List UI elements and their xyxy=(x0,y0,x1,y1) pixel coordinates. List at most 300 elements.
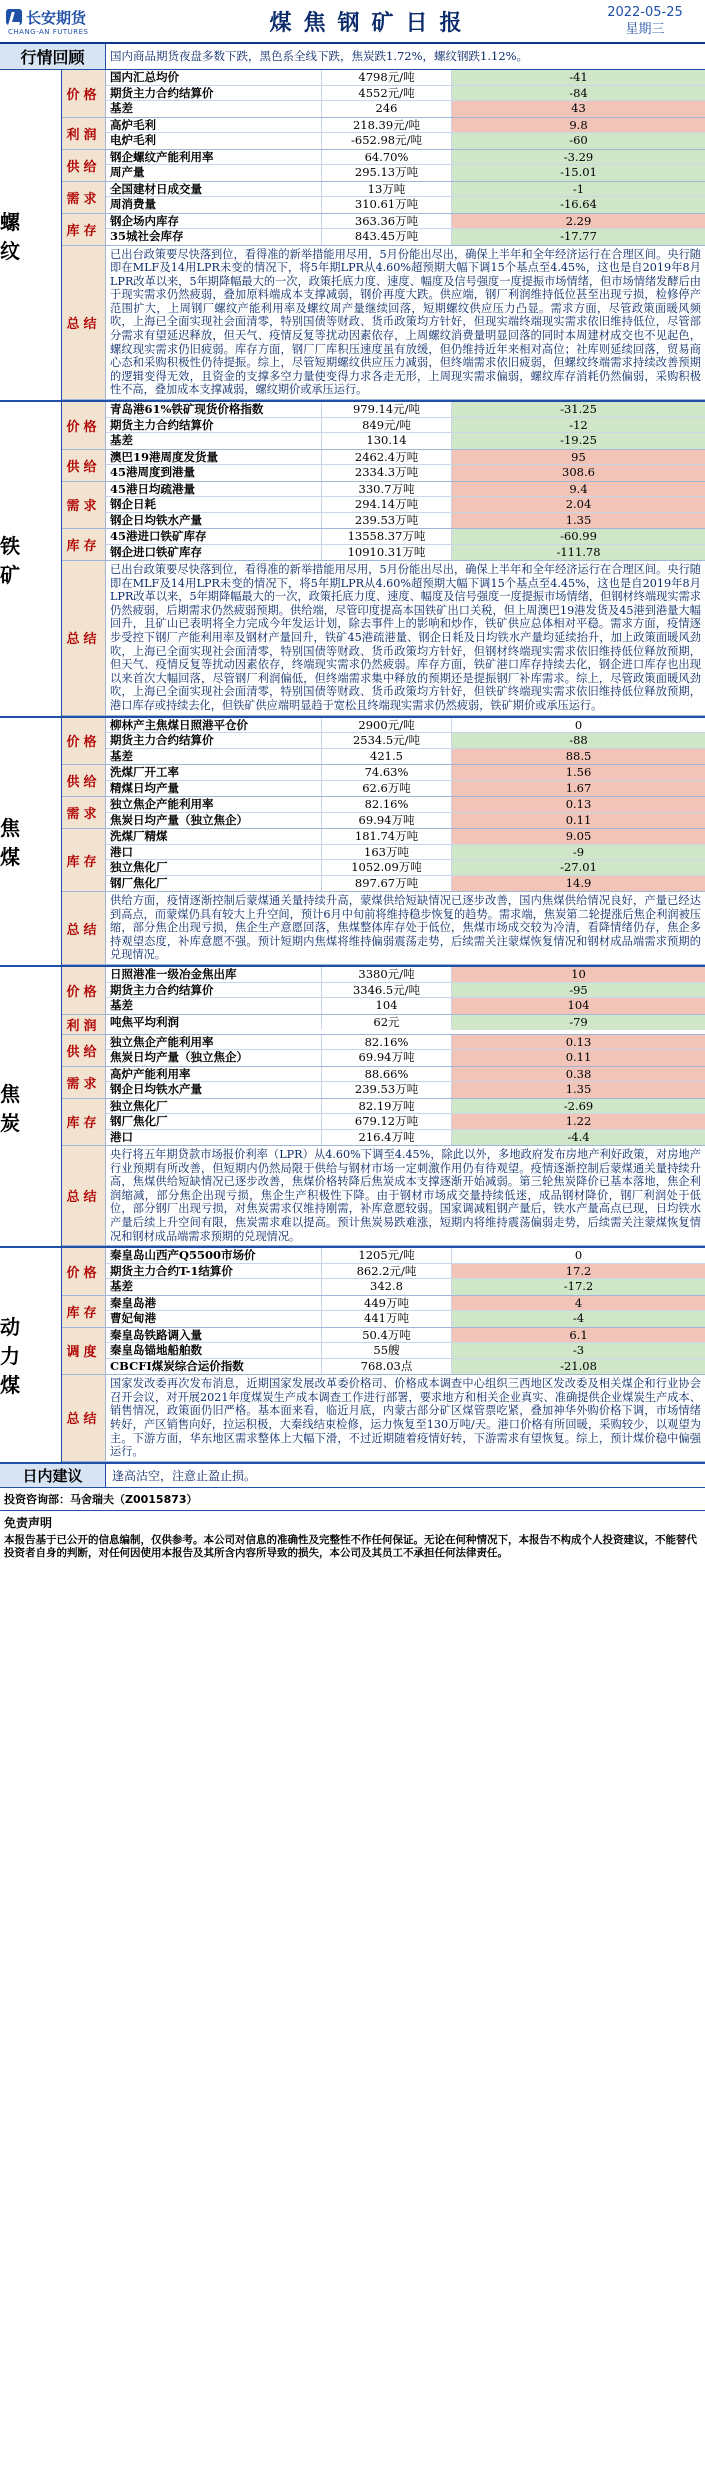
indicator-value: 55艘 xyxy=(322,1343,452,1358)
indicator-change: 104 xyxy=(452,998,705,1014)
commodity-section xyxy=(0,718,705,967)
disclaimer xyxy=(0,1511,705,1566)
indicator-change: 43 xyxy=(452,101,705,117)
indicator-group xyxy=(62,718,705,766)
indicator-name: 钢企场内库存 xyxy=(106,214,322,229)
table-row xyxy=(106,197,705,213)
disclaimer-text: 本报告基于已公开的信息编制，仅供参考。本公司对信息的准确性及完整性不作任何保证。无论在何种情况下，本报告不构成个人投资建议，不能替代投资者自身的判断，对任何因使用本报告及其所含内容所导致的损失，本公司及其员工不承担任何法律责任。 xyxy=(4,1533,697,1559)
indicator-change: -111.78 xyxy=(452,545,705,561)
indicator-rows xyxy=(106,214,705,245)
indicator-group xyxy=(62,1296,705,1328)
indicator-rows xyxy=(106,402,705,449)
indicator-group-label: 需求 xyxy=(62,1067,106,1098)
indicator-rows xyxy=(106,797,705,828)
table-row xyxy=(106,1343,705,1359)
indicator-change: -12 xyxy=(452,418,705,433)
indicator-name: 45港日均疏港量 xyxy=(106,482,322,497)
indicator-value: 74.63% xyxy=(322,765,452,780)
indicator-value: 1205元/吨 xyxy=(322,1248,452,1263)
indicator-change: 1.35 xyxy=(452,1082,705,1098)
indicator-value: 421.5 xyxy=(322,749,452,765)
indicator-change: -9 xyxy=(452,845,705,860)
indicator-group-label: 供给 xyxy=(62,450,106,481)
indicator-rows xyxy=(106,529,705,560)
indicator-name: 澳巴19港周度发货量 xyxy=(106,450,322,465)
indicator-name: 基差 xyxy=(106,998,322,1014)
indicator-rows xyxy=(106,150,705,181)
table-row xyxy=(106,765,705,781)
indicator-value: 768.03点 xyxy=(322,1359,452,1375)
indicator-value: 2534.5元/吨 xyxy=(322,733,452,748)
table-row xyxy=(106,497,705,513)
summary-block xyxy=(62,246,705,401)
indicator-value: 330.7万吨 xyxy=(322,482,452,497)
indicator-group-label: 调度 xyxy=(62,1328,106,1375)
indicator-name: 钢企进口铁矿库存 xyxy=(106,545,322,561)
indicator-change: 9.8 xyxy=(452,118,705,133)
indicator-group xyxy=(62,1035,705,1067)
indicator-name: 基差 xyxy=(106,1279,322,1295)
indicator-change: 2.04 xyxy=(452,497,705,512)
commodity-body xyxy=(62,967,705,1246)
table-row xyxy=(106,1130,705,1146)
indicator-name: 独立焦化厂 xyxy=(106,1099,322,1114)
table-row xyxy=(106,118,705,134)
indicator-rows xyxy=(106,1248,705,1295)
indicator-value: 843.45万吨 xyxy=(322,229,452,245)
table-row xyxy=(106,733,705,749)
logo-cn-text: 长安期货 xyxy=(26,8,87,27)
logo-mark-icon xyxy=(6,9,22,25)
indicator-change: 1.56 xyxy=(452,765,705,780)
indicator-group-label: 价格 xyxy=(62,1248,106,1295)
indicator-group-label: 供给 xyxy=(62,150,106,181)
indicator-name: 国内汇总均价 xyxy=(106,70,322,85)
indicator-name: 独立焦企产能利用率 xyxy=(106,1035,322,1050)
table-row xyxy=(106,1082,705,1098)
indicator-name: 焦炭日均产量（独立焦企） xyxy=(106,813,322,829)
table-row xyxy=(106,1067,705,1083)
indicator-name: 独立焦企产能利用率 xyxy=(106,797,322,812)
report-title: 煤焦钢矿日报 xyxy=(269,10,474,36)
market-review-text: 国内商品期货夜盘多数下跌，黑色系全线下跌，焦炭跌1.72%，螺纹钢跌1.12%。 xyxy=(110,49,529,63)
table-row xyxy=(106,797,705,813)
indicator-value: 679.12万吨 xyxy=(322,1114,452,1129)
table-row xyxy=(106,998,705,1014)
indicator-value: 62元 xyxy=(322,1015,452,1031)
indicator-group-label: 库存 xyxy=(62,829,106,891)
report-date-box xyxy=(585,4,705,38)
indicator-name: 钢厂焦化厂 xyxy=(106,876,322,892)
indicator-rows xyxy=(106,118,705,149)
indicator-name: 吨焦平均利润 xyxy=(106,1015,322,1031)
table-row xyxy=(106,165,705,181)
table-row xyxy=(106,70,705,86)
indicator-value: 897.67万吨 xyxy=(322,876,452,892)
indicator-name: CBCFI煤炭综合运价指数 xyxy=(106,1359,322,1375)
summary-text: 已出台政策要尽快落到位，看得准的新举措能用尽用，5月份能出尽出，确保上半年和全年经济运行在合理区间。央行随即在MLF及14用LPR未变的情况下，将5年期LPR从4.60%超预期大幅下调15个基点至4.45%，这也是自2019年8月LPR改革以来，5年期降幅最大的一次，政策托底力度、速度、幅度及信号强度一度提振市场情绪，但钢材终端现实需求仍然疲弱，后期需求仍然疲弱预期。供给端，尽管印度提高本国铁矿出口关税，但上周澳巴19港发货及45港到港量大幅回升，且矿山已表明将全力完成今年发运计划，除去事件上的影响和炒作，铁矿供应总体相对平稳。需求方面，疫情逐步受控下钢厂产能利用率及钢材产量回升，铁矿45港疏港量、钢企日耗及日均铁水产量均延续抬升，加上政策面暖风劲吹，上海已全面实现社会面清零，特别国债等财政、货币政策均方针好，但钢材终端现实需求依旧维持低位释放预期，但天气、疫情反复等扰动因素依存，终端现实需求仍然疲弱。库存方面，铁矿港口库存持续去化，钢企进口库存也出现以来首次大幅回落，尽管钢厂利润偏低，但终端需求集中释放的预期还是提振钢厂补库需求。综上，尽管政策面暖风劲吹，上海已全面实现社会面清零，特别国债等财政、货币政策均方针好，但铁矿终端现实需求依旧维持低位释放预期，港口库存或持续去化，但铁矿供应端明显趋于宽松且终端现实需求仍然疲弱，铁矿期价或承压运行。 xyxy=(110,563,701,712)
indicator-rows xyxy=(106,450,705,481)
indicator-change: 0 xyxy=(452,1248,705,1263)
indicator-change: 0.13 xyxy=(452,797,705,812)
table-row xyxy=(106,1279,705,1295)
table-row xyxy=(106,529,705,545)
indicator-group xyxy=(62,402,705,450)
indicator-name: 焦炭日均产量（独立焦企） xyxy=(106,1050,322,1066)
indicator-name: 秦皇岛港 xyxy=(106,1296,322,1311)
summary-block xyxy=(62,892,705,965)
indicator-group-label: 库存 xyxy=(62,214,106,245)
table-row xyxy=(106,1359,705,1375)
commodity-sections xyxy=(0,70,705,1464)
indicator-group-label: 需求 xyxy=(62,482,106,529)
table-row xyxy=(106,1099,705,1115)
commodity-section xyxy=(0,70,705,402)
table-row xyxy=(106,845,705,861)
summary-label: 总结 xyxy=(62,892,106,964)
indicator-group xyxy=(62,182,705,214)
commodity-section xyxy=(0,967,705,1248)
indicator-value: 4798元/吨 xyxy=(322,70,452,85)
indicator-rows xyxy=(106,1067,705,1098)
indicator-change: -3.29 xyxy=(452,150,705,165)
indicator-group xyxy=(62,797,705,829)
indicator-change: -1 xyxy=(452,182,705,197)
table-row xyxy=(106,813,705,829)
indicator-rows xyxy=(106,1296,705,1327)
commodity-body xyxy=(62,1248,705,1462)
indicator-change: -17.77 xyxy=(452,229,705,245)
indicator-value: 449万吨 xyxy=(322,1296,452,1311)
indicator-change: 0.38 xyxy=(452,1067,705,1082)
table-row xyxy=(106,133,705,149)
indicator-value: 82.19万吨 xyxy=(322,1099,452,1114)
table-row xyxy=(106,450,705,466)
indicator-name: 期货主力合约结算价 xyxy=(106,733,322,748)
indicator-change: -4 xyxy=(452,1311,705,1327)
company-logo xyxy=(0,0,118,43)
indicator-change: -21.08 xyxy=(452,1359,705,1375)
indicator-group-label: 价格 xyxy=(62,967,106,1014)
table-row xyxy=(106,214,705,230)
indicator-group xyxy=(62,70,705,118)
table-row xyxy=(106,829,705,845)
indicator-change: -31.25 xyxy=(452,402,705,417)
summary-text: 国家发改委再次发布消息，近期国家发展改革委价格司、价格成本调查中心组织三西地区发改委及相关煤企和行业协会召开会议，对开展2021年度煤炭生产成本调查工作进行部署，要求地方和相关企业真实、准确提供企业煤炭生产成本、销售情况，政策面仍旧严格。基本面来看，临近月底，内蒙古部分矿区煤管票吃紧，叠加神华外购价格下调，市场情绪转好，产区销售向好，拉运积极，大秦线结束检修，运力恢复至130万吨/天。港口价格有所回暖，采购较少，以观望为主。下游方面，华东地区需求整体上大幅下滑，不过近期随着疫情好转，下游需求有望恢复。综上，预计煤价稳中偏强运行。 xyxy=(110,1377,701,1459)
indicator-name: 港口 xyxy=(106,845,322,860)
commodity-name: 铁 矿 xyxy=(0,402,62,716)
market-review xyxy=(0,44,705,70)
indicator-value: 69.94万吨 xyxy=(322,1050,452,1066)
table-row xyxy=(106,1296,705,1312)
indicator-change: 14.9 xyxy=(452,876,705,892)
indicator-group xyxy=(62,150,705,182)
table-row xyxy=(106,1114,705,1130)
indicator-group-label: 利润 xyxy=(62,118,106,149)
indicator-group-label: 价格 xyxy=(62,402,106,449)
indicator-change: -15.01 xyxy=(452,165,705,181)
indicator-name: 周消费量 xyxy=(106,197,322,213)
market-review-label: 行情回顾 xyxy=(0,44,106,69)
indicator-name: 高炉毛利 xyxy=(106,118,322,133)
commodity-name: 焦 煤 xyxy=(0,718,62,965)
indicator-change: -41 xyxy=(452,70,705,85)
indicator-change: -17.2 xyxy=(452,1279,705,1295)
indicator-value: 1052.09万吨 xyxy=(322,860,452,875)
indicator-change: 0.13 xyxy=(452,1035,705,1050)
indicator-group-label: 需求 xyxy=(62,797,106,828)
indicator-value: 88.66% xyxy=(322,1067,452,1082)
indicator-name: 青岛港61%铁矿现货价格指数 xyxy=(106,402,322,417)
indicator-change: -16.64 xyxy=(452,197,705,213)
indicator-group-label: 价格 xyxy=(62,70,106,117)
indicator-name: 柳林产主焦煤日照港平仓价 xyxy=(106,718,322,733)
indicator-rows xyxy=(106,718,705,765)
indicator-group xyxy=(62,1099,705,1147)
indicator-rows xyxy=(106,1015,705,1034)
indicator-name: 期货主力合约结算价 xyxy=(106,418,322,433)
summary-block xyxy=(62,1375,705,1462)
indicator-name: 日照港准一级冶金焦出库 xyxy=(106,967,322,982)
indicator-change: 9.05 xyxy=(452,829,705,844)
table-row xyxy=(106,967,705,983)
indicator-name: 高炉产能利用率 xyxy=(106,1067,322,1082)
indicator-value: 82.16% xyxy=(322,797,452,812)
table-row xyxy=(106,482,705,498)
summary-text: 供给方面，疫情逐渐控制后蒙煤通关量持续升高，蒙煤供给短缺情况已逐步改善，国内焦煤供给情况良好，产量已经达到高点，而蒙煤仍具有较大上升空间，预计6月中旬前将维持稳步恢复的趋势。需求端，焦炭第二轮提涨后焦企利润被压缩，部分焦企出现亏损，焦企生产意愿回落，焦煤整体库存处于低位，焦煤市场成交较为冷清，看降情绪仍存，焦企多持观望态度，补库意愿不强。预计短期内焦煤将维持偏弱震荡走势，后续需关注蒙煤恢复情况和钢材成品端需求预期的兑现情况。 xyxy=(110,894,701,962)
indicator-group xyxy=(62,1015,705,1035)
indicator-change: 88.5 xyxy=(452,749,705,765)
commodity-body xyxy=(62,70,705,400)
table-row xyxy=(106,781,705,797)
indicator-name: 曹妃甸港 xyxy=(106,1311,322,1327)
report-date: 2022-05-25 xyxy=(607,5,683,20)
table-row xyxy=(106,182,705,198)
indicator-value: 104 xyxy=(322,998,452,1014)
indicator-value: 239.53万吨 xyxy=(322,513,452,529)
indicator-name: 45港周度到港量 xyxy=(106,465,322,481)
indicator-value: -652.98元/吨 xyxy=(322,133,452,149)
indicator-group xyxy=(62,214,705,246)
indicator-name: 洗煤厂精煤 xyxy=(106,829,322,844)
indicator-change: -95 xyxy=(452,983,705,998)
summary-block xyxy=(62,1146,705,1246)
indicator-name: 钢企日均铁水产量 xyxy=(106,1082,322,1098)
indicator-value: 62.6万吨 xyxy=(322,781,452,797)
indicator-value: 979.14元/吨 xyxy=(322,402,452,417)
summary-label: 总结 xyxy=(62,1146,106,1245)
commodity-name: 焦 炭 xyxy=(0,967,62,1246)
indicator-rows xyxy=(106,829,705,891)
indicator-value: 13万吨 xyxy=(322,182,452,197)
table-row xyxy=(106,1248,705,1264)
intraday-advice-label: 日内建议 xyxy=(0,1464,106,1487)
indicator-name: 钢企日耗 xyxy=(106,497,322,512)
indicator-value: 2900元/吨 xyxy=(322,718,452,733)
indicator-name: 全国建材日成交量 xyxy=(106,182,322,197)
commodity-body xyxy=(62,402,705,716)
table-row xyxy=(106,718,705,734)
table-row xyxy=(106,150,705,166)
indicator-rows xyxy=(106,70,705,117)
indicator-name: 周产量 xyxy=(106,165,322,181)
indicator-group xyxy=(62,482,705,530)
table-row xyxy=(106,513,705,529)
table-row xyxy=(106,1264,705,1280)
indicator-rows xyxy=(106,1328,705,1375)
indicator-name: 基差 xyxy=(106,749,322,765)
indicator-value: 3380元/吨 xyxy=(322,967,452,982)
indicator-change: -88 xyxy=(452,733,705,748)
indicator-value: 310.61万吨 xyxy=(322,197,452,213)
indicator-group-label: 库存 xyxy=(62,1296,106,1327)
indicator-value: 181.74万吨 xyxy=(322,829,452,844)
indicator-change: -84 xyxy=(452,86,705,101)
commodity-name: 动力煤 xyxy=(0,1248,62,1462)
indicator-name: 港口 xyxy=(106,1130,322,1146)
indicator-group xyxy=(62,118,705,150)
indicator-name: 基差 xyxy=(106,433,322,449)
indicator-group xyxy=(62,1328,705,1376)
indicator-group-label: 供给 xyxy=(62,1035,106,1066)
table-row xyxy=(106,876,705,892)
commodity-section xyxy=(0,1248,705,1464)
indicator-value: 10910.31万吨 xyxy=(322,545,452,561)
indicator-rows xyxy=(106,765,705,796)
table-row xyxy=(106,86,705,102)
indicator-value: 163万吨 xyxy=(322,845,452,860)
indicator-value: 216.4万吨 xyxy=(322,1130,452,1146)
commodity-name: 螺 纹 xyxy=(0,70,62,400)
indicator-name: 钢企日均铁水产量 xyxy=(106,513,322,529)
summary-text: 央行将五年期贷款市场报价利率（LPR）从4.60%下调至4.45%，除此以外，多地政府发布房地产利好政策，对房地产行业预期有所改善，但短期内仍然局限于供给与钢材市场一定刺激作用仍有待观望。疫情逐渐控制后蒙煤通关量持续升高，焦煤供给短缺情况已逐步改善，焦煤价格转降后焦炭成本支撑逐渐开始减弱。第三轮焦炭降价已基本落地，焦企利润缩减，部分焦企出现亏损，焦企生产积极性下降。由于钢材市场成交量持续低迷，成品钢材降价，钢厂利润处于低位，部分钢厂出现亏损，对焦炭需求仅维持刚需，补库意愿较弱。国家调减粗钢产量后，铁水产量高点已现，日均铁水产量后续上升空间有限，焦炭需求难以提高。预计焦炭易跌难涨，短期内将维持震荡偏弱走势，后续需关注蒙煤恢复情况和钢材成品端需求预期的兑现情况。 xyxy=(110,1148,701,1243)
table-row xyxy=(106,418,705,434)
indicator-change: 308.6 xyxy=(452,465,705,481)
indicator-change: -27.01 xyxy=(452,860,705,875)
indicator-change: -19.25 xyxy=(452,433,705,449)
indicator-group-label: 需求 xyxy=(62,182,106,213)
disclaimer-title: 免责声明 xyxy=(4,1515,53,1530)
commodity-body xyxy=(62,718,705,965)
table-row xyxy=(106,229,705,245)
report-weekday: 星期三 xyxy=(625,22,665,37)
indicator-name: 期货主力合约结算价 xyxy=(106,86,322,101)
indicator-value: 363.36万吨 xyxy=(322,214,452,229)
indicator-group xyxy=(62,829,705,892)
indicator-name: 秦皇岛铁路调入量 xyxy=(106,1328,322,1343)
indicator-value: 2334.3万吨 xyxy=(322,465,452,481)
summary-text: 已出台政策要尽快落到位，看得准的新举措能用尽用，5月份能出尽出，确保上半年和全年经济运行在合理区间。央行随即在MLF及14用LPR未变的情况下，将5年期LPR从4.60%超预期大幅下调15个基点至4.45%，这也是自2019年8月LPR改革以来，5年期降幅最大的一次，政策托底力度、速度、幅度及信号强度一度提振市场情绪，但市场情绪发酵后由于现实需求仍然疲弱，叠加原料端成本支撑减弱，钢价再度大跌。供应端，钢厂利润维持低位甚至出现亏损，检修停产范围扩大，上周钢厂螺纹产能利用率及螺纹周产量继续回落，短期螺纹供应压力凸显。需求方面，尽管政策面暖风频吹，上海已全面实现社会面清零，特别国债等财政、货币政策均方针好，但现实端终端现实需求依旧维持低位，尽管部分需求有望延迟释放，但天气、疫情反复等扰动因素依存，上周螺纹消费量明显回落的同时本周建材成交也不见起色，螺纹现实需求仍旧疲弱。库存方面，钢厂厂库积压速度虽有放缓，但仍维持近年来相对高位；社库则延续回落，贸易商心态和采购积极性仍待提振。综上，尽管短期螺纹供应压力减弱，但终端需求依旧疲弱，但螺纹终端需求持续改善预期的逻辑变得无效，且资金的支撑多空力量使变得力求各走无形，上周现实需求偏弱，螺纹库存消耗仍然偏弱，采购积极性不高，叠加成本支撑减弱，螺纹期价或承压运行。 xyxy=(110,247,701,397)
summary-label: 总结 xyxy=(62,246,106,400)
indicator-change: 2.29 xyxy=(452,214,705,229)
indicator-group-label: 利润 xyxy=(62,1015,106,1034)
indicator-value: 13558.37万吨 xyxy=(322,529,452,544)
indicator-value: 246 xyxy=(322,101,452,117)
table-row xyxy=(106,433,705,449)
indicator-rows xyxy=(106,1035,705,1066)
indicator-value: 441万吨 xyxy=(322,1311,452,1327)
indicator-value: 294.14万吨 xyxy=(322,497,452,512)
indicator-name: 基差 xyxy=(106,101,322,117)
indicator-group-label: 库存 xyxy=(62,1099,106,1146)
indicator-change: 0 xyxy=(452,718,705,733)
indicator-name: 35城社会库存 xyxy=(106,229,322,245)
table-row xyxy=(106,1035,705,1051)
indicator-group-label: 库存 xyxy=(62,529,106,560)
logo-en-text: CHANG-AN FUTURES xyxy=(8,27,89,36)
indicator-value: 295.13万吨 xyxy=(322,165,452,181)
indicator-change: -79 xyxy=(452,1015,705,1031)
indicator-group xyxy=(62,529,705,561)
indicator-value: 239.53万吨 xyxy=(322,1082,452,1098)
indicator-rows xyxy=(106,182,705,213)
indicator-change: 4 xyxy=(452,1296,705,1311)
indicator-rows xyxy=(106,1099,705,1146)
indicator-value: 2462.4万吨 xyxy=(322,450,452,465)
indicator-group xyxy=(62,765,705,797)
indicator-name: 期货主力合约结算价 xyxy=(106,983,322,998)
indicator-name: 精煤日均产量 xyxy=(106,781,322,797)
indicator-change: -60 xyxy=(452,133,705,149)
indicator-group xyxy=(62,1248,705,1296)
indicator-change: 0.11 xyxy=(452,813,705,829)
indicator-name: 秦皇岛锚地船舶数 xyxy=(106,1343,322,1358)
indicator-name: 独立焦化厂 xyxy=(106,860,322,875)
indicator-change: 95 xyxy=(452,450,705,465)
indicator-name: 电炉毛利 xyxy=(106,133,322,149)
indicator-name: 秦皇岛山西产Q5500市场价 xyxy=(106,1248,322,1263)
analyst-info: 投资咨询部：马舍瑞夫（Z0015873） xyxy=(0,1488,705,1511)
indicator-name: 期货主力合约T-1结算价 xyxy=(106,1264,322,1279)
indicator-change: 9.4 xyxy=(452,482,705,497)
indicator-value: 342.8 xyxy=(322,1279,452,1295)
intraday-advice-text: 逢高沽空，注意止盈止损。 xyxy=(112,1468,257,1483)
indicator-name: 45港进口铁矿库存 xyxy=(106,529,322,544)
indicator-change: 10 xyxy=(452,967,705,982)
indicator-change: 0.11 xyxy=(452,1050,705,1066)
indicator-change: -3 xyxy=(452,1343,705,1358)
indicator-change: -2.69 xyxy=(452,1099,705,1114)
table-row xyxy=(106,983,705,999)
indicator-change: 1.22 xyxy=(452,1114,705,1129)
indicator-change: 1.35 xyxy=(452,513,705,529)
indicator-group-label: 供给 xyxy=(62,765,106,796)
table-row xyxy=(106,402,705,418)
indicator-group xyxy=(62,967,705,1015)
indicator-value: 862.2元/吨 xyxy=(322,1264,452,1279)
indicator-name: 钢企螺纹产能利用率 xyxy=(106,150,322,165)
indicator-change: -60.99 xyxy=(452,529,705,544)
indicator-value: 130.14 xyxy=(322,433,452,449)
summary-label: 总结 xyxy=(62,1375,106,1461)
table-row xyxy=(106,749,705,765)
indicator-name: 钢厂焦化厂 xyxy=(106,1114,322,1129)
indicator-group-label: 价格 xyxy=(62,718,106,765)
indicator-change: 6.1 xyxy=(452,1328,705,1343)
indicator-value: 69.94万吨 xyxy=(322,813,452,829)
table-row xyxy=(106,1015,705,1031)
indicator-value: 849元/吨 xyxy=(322,418,452,433)
indicator-change: 17.2 xyxy=(452,1264,705,1279)
commodity-section xyxy=(0,402,705,718)
table-row xyxy=(106,1328,705,1344)
indicator-rows xyxy=(106,967,705,1014)
indicator-value: 64.70% xyxy=(322,150,452,165)
table-row xyxy=(106,860,705,876)
indicator-value: 50.4万吨 xyxy=(322,1328,452,1343)
table-row xyxy=(106,1050,705,1066)
table-row xyxy=(106,1311,705,1327)
